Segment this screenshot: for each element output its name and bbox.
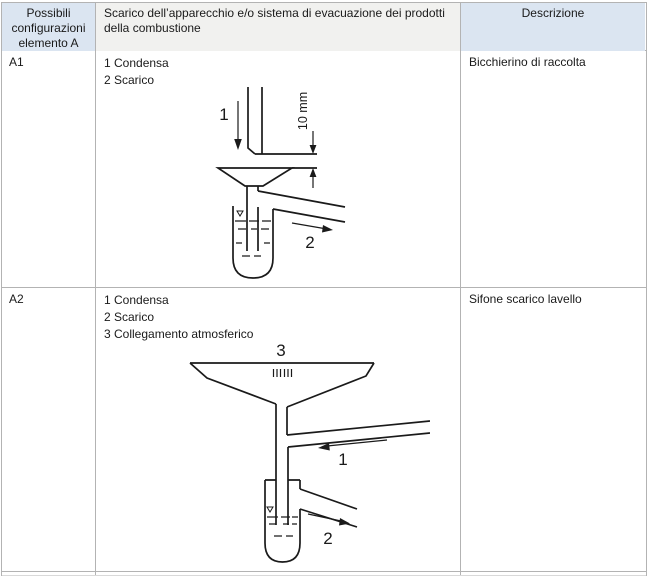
clipped-cell (96, 572, 461, 575)
clipped-cell (461, 572, 645, 575)
a2-sink-left-side (190, 363, 276, 404)
a2-drain-grate-hatch-icon (274, 369, 292, 377)
a1-flow1-arrowhead-icon (234, 139, 242, 150)
table-row-a1 (2, 51, 646, 288)
a1-water-level-symbol-icon (237, 211, 243, 216)
a2-sink-right-side (287, 363, 374, 407)
table-next-row-clipped (2, 572, 646, 576)
a2-diagram-sink-siphon (150, 338, 430, 570)
a2-schematic-cell (96, 288, 461, 571)
header-col-scarico-apparecchio: Scarico dell’apparecchio e/o sistema di evacuazione dei prodotti della combustione (96, 3, 461, 51)
a1-funnel (218, 168, 292, 186)
a1-dimension-arrow-down-icon (310, 145, 317, 154)
a1-flow2-arrowhead-icon (322, 225, 333, 233)
a1-label-1: 1 (219, 105, 229, 124)
description-a2: Sifone scarico lavello (469, 292, 582, 306)
a1-pipe-left-wall (248, 87, 255, 154)
legend-line-condensa: 1 Condensa (104, 56, 169, 70)
legend-line-condensa: 1 Condensa (104, 293, 169, 307)
header-col-possibili-configurazioni: Possibili configurazioni elemento A (2, 3, 96, 51)
a2-legend (96, 288, 460, 343)
a2-flow2-arrow-line (308, 514, 341, 521)
a2-cup-rounded-bottom (265, 543, 300, 562)
legend-line-scarico: 2 Scarico (104, 310, 155, 324)
table-header-row (2, 3, 646, 51)
legend-line-collegamento: 3 Collegamento atmosferico (104, 327, 254, 341)
description-a1: Bicchierino di raccolta (469, 55, 586, 69)
a2-label-3: 3 (276, 341, 286, 360)
a1-schematic-cell (96, 51, 461, 287)
a1-outlet-lower-wall (273, 209, 345, 222)
a2-water-level-symbol-icon (267, 507, 273, 512)
clipped-cell (2, 572, 96, 575)
a1-label-2: 2 (305, 233, 315, 252)
header-col-descrizione: Descrizione (461, 3, 645, 51)
a1-dimension-arrow-up-icon (310, 168, 317, 177)
configurations-table (1, 2, 647, 576)
a2-inlet-upper-wall (287, 421, 430, 435)
a1-cup-rounded-bottom (233, 258, 273, 278)
a1-flow2-arrow-line (292, 223, 324, 229)
config-id-a1: A1 (2, 51, 96, 287)
a2-outlet-upper-wall (300, 489, 357, 509)
a2-inlet-lower-wall (288, 433, 430, 447)
config-id-a2: A2 (2, 288, 96, 571)
a1-dimension-label-10mm: 10 mm (296, 91, 310, 131)
table-row-a2 (2, 288, 646, 572)
a1-diagram-condensate-cup (190, 57, 440, 287)
a2-label-2: 2 (323, 529, 333, 548)
a2-label-1: 1 (338, 450, 348, 469)
a1-outlet-upper-wall (258, 191, 345, 207)
legend-line-scarico: 2 Scarico (104, 73, 155, 87)
